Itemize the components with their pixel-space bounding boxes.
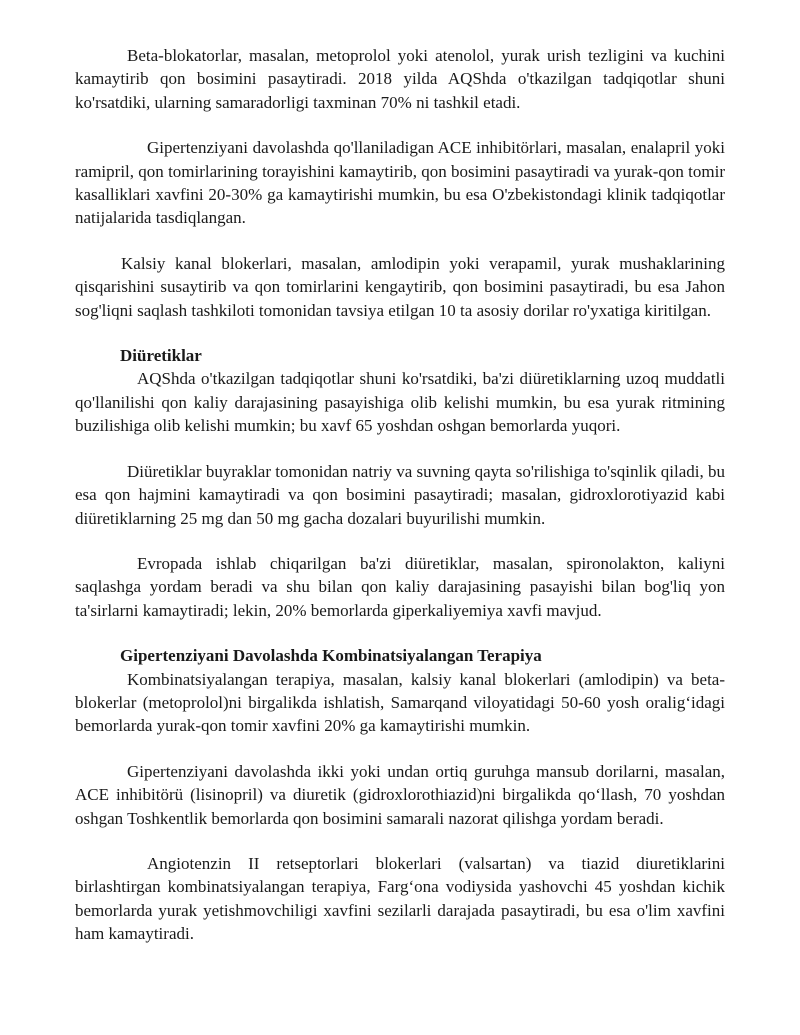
section-heading-combination-therapy: Gipertenziyani Davolashda Kombinatsiyalangan Terapiya <box>120 646 542 666</box>
paragraph-diuretics-risk: AQShda o'tkazilgan tadqiqotlar shuni ko'rsatdiki, ba'zi diüretiklarning uzoq muddatli qo'llanilishi qon kaliy darajasining pasayishiga olib kelishi mumkin, bu esa yurak ritmining buzilishiga olib kelishi mumkin; bu xavf 65 yoshdan oshgan bemorlarda yuqori. <box>75 369 725 436</box>
paragraph-diuretics-europe: Evropada ishlab chiqarilgan ba'zi diüretiklar, masalan, spironolakton, kaliyni saqlashga yordam beradi va shu bilan qon kaliy darajasining pasayishi bilan bog'liq yon ta'sirlarni kamaytiradi; lekin, 20% bemorlarda giperkaliyemiya xavfi mavjud. <box>75 553 725 620</box>
paragraph-combination-fargona: Angiotenzin II retseptorlari blokerlari (valsartan) va tiazid diuretiklarini birlashtirgan kombinatsiyalangan terapiya, Farg‘ona vodiysida yashovchi 45 yoshdan kichik bemorlarda yurak yetishmovchiligi xavfini sezilarli darajada pasaytiradi, bu esa o'lim xavfini ham kamaytiradi. <box>75 853 725 944</box>
paragraph-diuretics-mechanism: Diüretiklar buyraklar tomonidan natriy va suvning qayta so'rilishiga to'sqinlik qiladi, bu esa qon hajmini kamaytiradi va qon bosimini pasaytiradi; masalan, gidroxlorotiyazid kabi diüretiklarning 25 mg dan 50 mg gacha dozalari buyurilishi mumkin. <box>75 461 725 528</box>
paragraph-combination-toshkent: Gipertenziyani davolashda ikki yoki undan ortiq guruhga mansub dorilarni, masalan, ACE inhibitörü (lisinopril) va diuretik (gidroxlorothiazid)ni birgalikda qo‘llash, 70 yoshdan oshgan Toshkentlik bemorlarda qon bosimini samarali nazorat qilishga yordam beradi. <box>75 761 725 828</box>
section-heading-diuretics: Diüretiklar <box>120 346 202 366</box>
paragraph-beta-blockers: Beta-blokatorlar, masalan, metoprolol yoki atenolol, yurak urish tezligini va kuchini kamaytirib qon bosimini pasaytiradi. 2018 yilda AQShda o'tkazilgan tadqiqotlar shuni ko'rsatdiki, ularning samaradorligi taxminan 70% ni tashkil etadi. <box>75 46 725 112</box>
paragraph-calcium-channel-blockers: Kalsiy kanal blokerlari, masalan, amlodipin yoki verapamil, yurak mushaklarining qisqarishini susaytirib va qon tomirlarini kengaytirib, qon bosimini pasaytiradi, bu esa Jahon sog'liqni saqlash tashkiloti tomonidan tavsiya etilgan 10 ta asosiy dorilar ro'yxatiga kiritilgan. <box>75 253 725 320</box>
paragraph-combination-samarqand: Kombinatsiyalangan terapiya, masalan, kalsiy kanal blokerlari (amlodipin) va beta-blokerlar (metoprolol)ni birgalikda ishlatish, Samarqand viloyatidagi 50-60 yosh oralig‘idagi bemorlarda yurak-qon tomir xavfini 20% ga kamaytirishi mumkin. <box>75 669 725 736</box>
paragraph-ace-inhibitors: Gipertenziyani davolashda qo'llaniladigan ACE inhibitörlari, masalan, enalapril yoki ramipril, qon tomirlarining torayishini kamaytirib, qon bosimini pasaytiradi va yurak-qon tomir kasalliklari xavfini 20-30% ga kamaytirishi mumkin, bu esa O'zbekistondagi klinik tadqiqotlar natijalarida tasdiqlangan. <box>75 138 725 228</box>
